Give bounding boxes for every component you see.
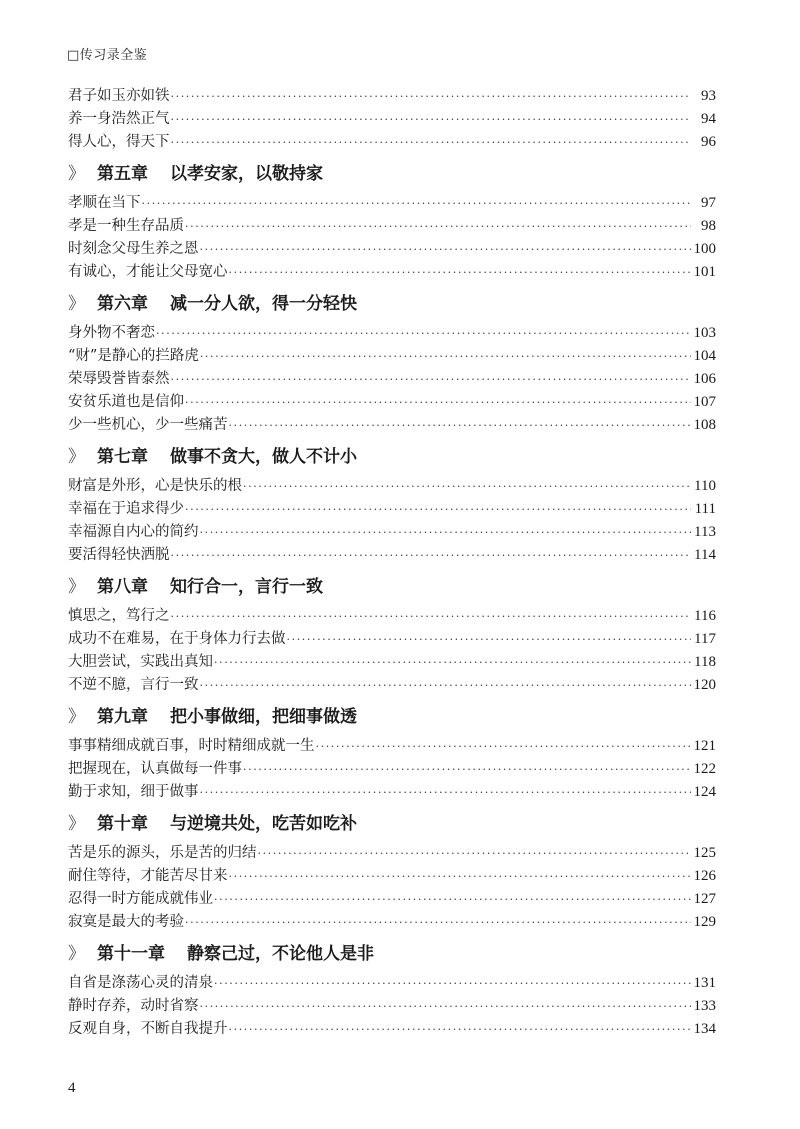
toc-entry[interactable]: [68, 192, 716, 215]
dot-leader: [200, 674, 692, 697]
entry-page: 129: [693, 914, 716, 930]
entry-title: 事事精细成就百事，时时精细成就一生: [68, 738, 315, 754]
toc-entry[interactable]: [68, 414, 716, 437]
dot-leader: [185, 215, 691, 238]
entry-title: 不逆不臆，言行一致: [68, 677, 199, 693]
dot-leader: [229, 865, 692, 888]
toc-entry[interactable]: [68, 865, 716, 888]
entry-title: 静时存养，动时省察: [68, 998, 199, 1014]
dot-leader: [171, 544, 692, 567]
toc-entry[interactable]: [68, 521, 716, 544]
entry-page: 117: [694, 631, 716, 647]
entry-title: 安贫乐道也是信仰: [68, 394, 184, 410]
preceding-entries: [68, 85, 716, 154]
chapter-mark-icon: 》: [68, 447, 85, 467]
toc-entry[interactable]: [68, 85, 716, 108]
chapter-number: 第九章: [97, 707, 148, 727]
entry-title: 成功不在难易，在于身体力行去做: [68, 631, 286, 647]
entry-page: 103: [693, 325, 716, 341]
toc-entry[interactable]: [68, 131, 716, 154]
chapter-heading[interactable]: [68, 936, 716, 972]
dot-leader: [316, 735, 692, 758]
chapter-mark-icon: 》: [68, 944, 85, 964]
chapter-title: 与逆境共处，吃苦如吃补: [170, 814, 357, 834]
entry-page: 108: [693, 417, 716, 433]
chapter-number: 第六章: [97, 294, 148, 314]
entry-title: 身外物不奢恋: [68, 325, 155, 341]
entry-page: 93: [701, 88, 716, 104]
entry-page: 118: [694, 654, 716, 670]
chapter-number: 第十一章: [97, 944, 165, 964]
toc-entry[interactable]: [68, 911, 716, 934]
dot-leader: [258, 842, 692, 865]
entry-title: 荣辱毁誉皆泰然: [68, 371, 170, 387]
entry-title: 要活得轻快洒脱: [68, 547, 170, 563]
entry-title: 幸福源自内心的简约: [68, 524, 199, 540]
chapter-heading[interactable]: [68, 439, 716, 475]
entry-title: 君子如玉亦如铁: [68, 88, 170, 104]
dot-leader: [214, 888, 691, 911]
dot-leader: [243, 475, 691, 498]
entry-title: 孝是一种生存品质: [68, 218, 184, 234]
chapter-number: 第八章: [97, 577, 148, 597]
entry-page: 94: [701, 111, 716, 127]
entry-page: 122: [693, 761, 716, 777]
dot-leader: [142, 192, 692, 215]
page-number: 4: [68, 1080, 76, 1096]
entry-title: 寂寞是最大的考验: [68, 914, 184, 930]
toc-entry[interactable]: [68, 1018, 716, 1041]
dot-leader: [185, 498, 691, 521]
dot-leader: [229, 261, 692, 284]
entry-title: 幸福在于追求得少: [68, 501, 184, 517]
chapter-heading[interactable]: [68, 156, 716, 192]
chapter-title: 知行合一，言行一致: [170, 577, 323, 597]
toc-entry[interactable]: [68, 842, 716, 865]
toc-entry[interactable]: [68, 781, 716, 804]
dot-leader: [214, 651, 691, 674]
chapter-section: [68, 569, 716, 697]
entry-title: 自省是涤荡心灵的清泉: [68, 975, 213, 991]
dot-leader: [287, 628, 692, 651]
toc-entry[interactable]: [68, 605, 716, 628]
chapter-section: [68, 699, 716, 804]
entry-title: 得人心，得天下: [68, 134, 170, 150]
toc-entry[interactable]: [68, 215, 716, 238]
dot-leader: [243, 758, 691, 781]
entry-title: 忍得一时方能成就伟业: [68, 891, 213, 907]
toc-entry[interactable]: [68, 368, 716, 391]
entry-page: 97: [701, 195, 716, 211]
entry-page: 125: [693, 845, 716, 861]
chapter-section: [68, 439, 716, 567]
table-of-contents: [68, 85, 716, 1041]
toc-entry[interactable]: [68, 995, 716, 1018]
toc-entry[interactable]: [68, 238, 716, 261]
entry-page: 107: [693, 394, 716, 410]
dot-leader: [185, 911, 691, 934]
entry-title: “财”是静心的拦路虎: [68, 348, 199, 364]
chapter-mark-icon: 》: [68, 294, 85, 314]
entry-page: 110: [694, 478, 716, 494]
entry-page: 101: [693, 264, 716, 280]
dot-leader: [156, 322, 691, 345]
chapter-number: 第七章: [97, 447, 148, 467]
toc-entry[interactable]: [68, 651, 716, 674]
entry-title: 苦是乐的源头，乐是苦的归结: [68, 845, 257, 861]
entry-title: 少一些机心，少一些痛苦: [68, 417, 228, 433]
toc-entry[interactable]: [68, 544, 716, 567]
dot-leader: [200, 345, 691, 368]
chapter-heading[interactable]: [68, 806, 716, 842]
chapter-mark-icon: 》: [68, 577, 85, 597]
chapter-section: [68, 806, 716, 934]
chapter-heading[interactable]: [68, 699, 716, 735]
dot-leader: [171, 108, 692, 131]
entry-page: 111: [694, 501, 716, 517]
entry-page: 127: [693, 891, 716, 907]
entry-page: 126: [693, 868, 716, 884]
running-head-title: □传习录全鉴: [67, 48, 148, 63]
toc-entry[interactable]: [68, 972, 716, 995]
chapter-number: 第五章: [97, 164, 148, 184]
dot-leader: [200, 995, 692, 1018]
entry-page: 100: [693, 241, 716, 257]
entry-title: 有诚心，才能让父母宽心: [68, 264, 228, 280]
toc-entry[interactable]: [68, 628, 716, 651]
dot-leader: [200, 238, 692, 261]
entry-title: 把握现在，认真做每一件事: [68, 761, 242, 777]
toc-entry[interactable]: [68, 475, 716, 498]
chapter-heading[interactable]: [68, 286, 716, 322]
entry-page: 113: [694, 524, 716, 540]
chapter-title: 减一分人欲，得一分轻快: [170, 294, 357, 314]
entry-title: 慎思之，笃行之: [68, 608, 170, 624]
entry-page: 114: [694, 547, 716, 563]
entry-page: 98: [701, 218, 716, 234]
entry-page: 104: [693, 348, 716, 364]
entry-title: 反观自身，不断自我提升: [68, 1021, 228, 1037]
toc-entry[interactable]: [68, 498, 716, 521]
chapter-title: 把小事做细，把细事做透: [170, 707, 357, 727]
toc-entry[interactable]: [68, 345, 716, 368]
dot-leader: [214, 972, 691, 995]
dot-leader: [171, 85, 692, 108]
dot-leader: [171, 605, 692, 628]
chapter-section: [68, 286, 716, 437]
dot-leader: [185, 391, 691, 414]
dot-leader: [229, 1018, 692, 1041]
chapter-mark-icon: 》: [68, 707, 85, 727]
dot-leader: [200, 521, 692, 544]
chapter-section: [68, 936, 716, 1041]
entry-page: 106: [693, 371, 716, 387]
toc-entry[interactable]: [68, 391, 716, 414]
toc-entry[interactable]: [68, 888, 716, 911]
entry-title: 勤于求知，细于做事: [68, 784, 199, 800]
entry-page: 131: [693, 975, 716, 991]
entry-page: 124: [693, 784, 716, 800]
chapter-mark-icon: 》: [68, 164, 85, 184]
entry-page: 133: [693, 998, 716, 1014]
entry-title: 养一身浩然正气: [68, 111, 170, 127]
chapter-number: 第十章: [97, 814, 148, 834]
chapter-mark-icon: 》: [68, 814, 85, 834]
entry-page: 121: [693, 738, 716, 754]
entry-title: 时刻念父母生养之恩: [68, 241, 199, 257]
entry-title: 大胆尝试，实践出真知: [68, 654, 213, 670]
chapter-title: 静察己过，不论他人是非: [187, 944, 374, 964]
entry-page: 134: [693, 1021, 716, 1037]
toc-entry[interactable]: [68, 674, 716, 697]
entry-title: 耐住等待，才能苦尽甘来: [68, 868, 228, 884]
entry-page: 120: [693, 677, 716, 693]
entry-title: 孝顺在当下: [68, 195, 141, 211]
dot-leader: [229, 414, 692, 437]
toc-entry[interactable]: [68, 108, 716, 131]
dot-leader: [171, 131, 692, 154]
entry-title: 财富是外形，心是快乐的根: [68, 478, 242, 494]
chapter-heading[interactable]: [68, 569, 716, 605]
toc-entry[interactable]: [68, 758, 716, 781]
entry-page: 116: [694, 608, 716, 624]
toc-entry[interactable]: [68, 322, 716, 345]
toc-entry[interactable]: [68, 261, 716, 284]
chapter-section: [68, 156, 716, 284]
chapter-title: 做事不贪大，做人不计小: [170, 447, 357, 467]
toc-entry[interactable]: [68, 735, 716, 758]
chapter-title: 以孝安家，以敬持家: [170, 164, 323, 184]
dot-leader: [171, 368, 692, 391]
dot-leader: [200, 781, 692, 804]
entry-page: 96: [701, 134, 716, 150]
